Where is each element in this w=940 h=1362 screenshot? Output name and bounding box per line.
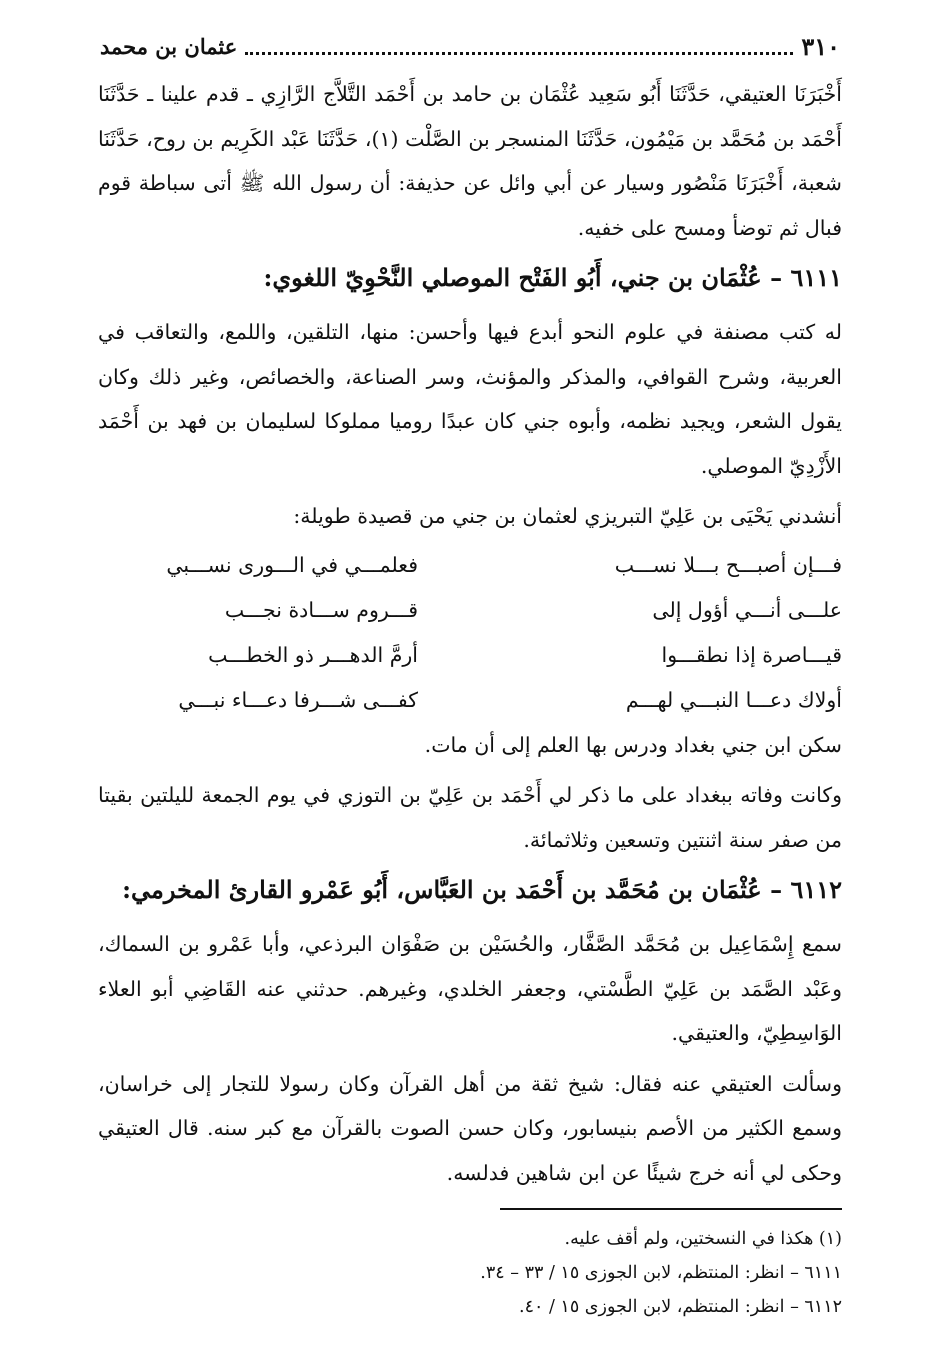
paragraph-teachers: سمع إِسْمَاعِيل بن مُحَمَّد الصَّفَّار، والحُسَيْن بن صَفْوَان البرذعي، وأبا عَمْرو بن السماك، وعَبْد الصَّمَد بن عَلِيّ الطَّسْتي، وجعفر الخلدي، وغيرهم. حدثني عنه القَاضِي أبو العلاء الوَاسِطِيّ، والعتيقي. [98,932,842,1045]
verse-second-hemistich: فعلمـــي في الـــورى نســـبي [166,552,418,577]
paragraph-poem-intro: أنشدني يَحْيَى بن عَلِيّ التبريزي لعثمان بن جني من قصيدة طويلة: [293,504,842,528]
verse-second-hemistich: قـــروم ســـادة نجـــب [224,597,418,622]
footnote-separator [500,1208,842,1210]
footnote-6111: ٦١١١ – انظر: المنتظم، لابن الجوزى ١٥ / ٣٣ – ٣٤. [480,1263,842,1283]
verse-first-hemistich: فـــإن أصبـــح بـــلا نســـب [614,552,842,577]
running-title: عثمان بن محمد [100,33,238,59]
paragraph-assessment: وسألت العتيقي عنه فقال: شيخ ثقة من أهل القرآن وكان رسولا للتجار إلى خراسان، وسمع الكثير من الأصم بنيسابور، وكان حسن الصوت بالقرآن مع كبر سنه. قال العتيقي وحكى لي أنه خرج شيئًا عن ابن شاهين فدلسه. [98,1071,842,1185]
verse-second-hemistich: كفـــى شـــرفا دعـــاء نبـــي [178,687,418,712]
biography-heading-6112: ٦١١٢ – عُثْمَان بن مُحَمَّد بن أَحْمَد بن العَبَّاس، أَبُو عَمْرو القارئ المخرمي: [122,875,842,904]
poem-verse [98,633,842,678]
header-dotted-leader [245,38,793,55]
paragraph-residence: سكن ابن جني بغداد ودرس بها العلم إلى أن مات. [424,732,842,757]
verse-first-hemistich: علـــى أنـــي أؤول إلى [652,597,842,622]
paragraph-works: له كتب مصنفة في علوم النحو أبدع فيها وأحسن: منها، التلقين، واللمع، والتعاقب في العربية، وشرح القوافي، والمذكر والمؤنث، وسر الصناعة، والخصائص، وغير ذلك وكان يقول الشعر، ويجيد نظمه، وأبوه جني كان عبدًا روميا مملوكا لسليمان بن فهد بن أَحْمَد الأَزْدِيّ الموصلي. [98,320,842,478]
paragraph-hadith: أَخْبَرَنَا العتيقي، حَدَّثَنَا أَبُو سَعِيد عُثْمَان بن حامد بن أَحْمَد التَّلاَّج الرَّازِي ـ قدم علينا ـ حَدَّثَنَا أَحْمَد بن مُحَمَّد بن مَيْمُون، حَدَّثَنَا المنسجر بن الصَّلْت (١)، حَدَّثَنَا عَبْد الكَرِيم بن روح، حَدَّثَنَا شعبة، أَخْبَرَنَا مَنْصُور وسيار عن أبي وائل عن حذيفة: أن رسول الله ﷺ أتى سباطة قوم فبال ثم توضأ ومسح على خفيه. [98,82,842,240]
page-header [100,26,840,66]
page-body [98,72,842,1195]
footnote-6112: ٦١١٢ – انظر: المنتظم، لابن الجوزى ١٥ / ٤٠. [519,1297,842,1317]
poem-verse [98,678,842,723]
verse-first-hemistich: أولاك دعـــا النبـــي لهـــم [625,687,842,712]
paragraph-death: وكانت وفاته ببغداد على ما ذكر لي أَحْمَد بن عَلِيّ بن التوزي في يوم الجمعة لليلتين بقيتا من صفر سنة اثنتين وتسعين وثلاثمائة. [98,783,842,852]
poem [98,543,842,723]
verse-first-hemistich: قيـــاصرة إذا نطقـــوا [661,642,842,667]
poem-verse [98,588,842,633]
footnote-1: (١) هكذا في النسختين، ولم أقف عليه. [564,1229,842,1249]
footnotes [98,1222,842,1324]
page-number: ٣١٠ [801,31,840,61]
verse-second-hemistich: أرمَّ الدهـــر ذو الخطـــب [208,642,418,667]
poem-verse [98,543,842,588]
biography-heading-6111: ٦١١١ – عُثْمَان بن جني، أَبُو الفَتْح الموصلي النَّحْوِيّ اللغوي: [263,263,842,292]
